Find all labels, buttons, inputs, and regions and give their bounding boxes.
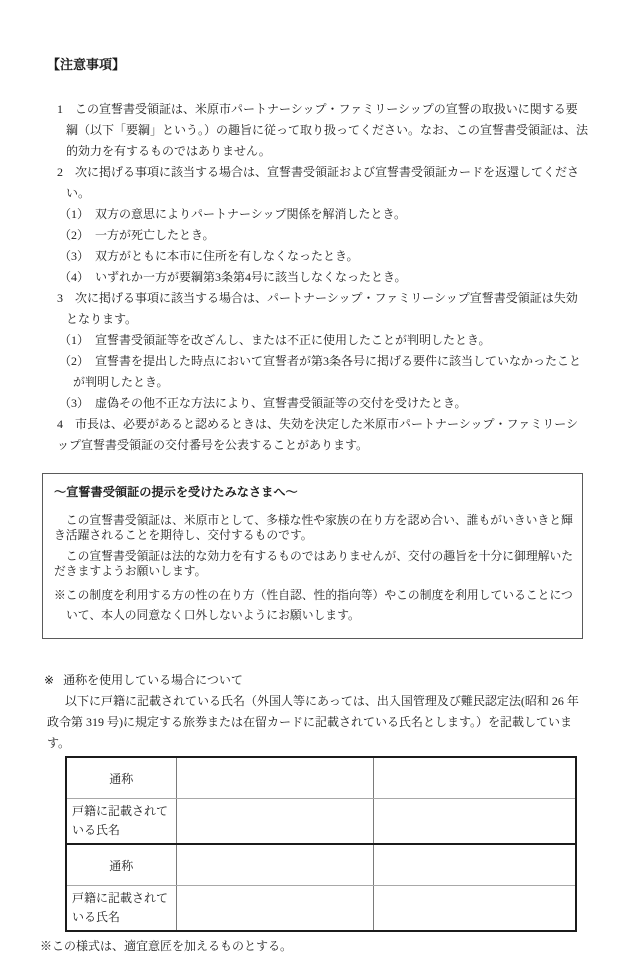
name-entry-table xyxy=(65,756,577,932)
notice-subitem: （1） 双方の意思によりパートナーシップ関係を解消したとき。 xyxy=(59,207,407,221)
notice-subitem: （2） 宣誓書を提出した時点において宣誓者が第3条各号に掲げる要件に該当していなかったことが判明したとき。 xyxy=(59,354,582,389)
notice-box-caution: ※この制度を利用する方の性の在り方（性自認、性的指向等）やこの制度を利用していることについて、本人の同意なく口外しないようにお願いします。 xyxy=(54,588,573,622)
table-row-alias-1 xyxy=(66,757,576,799)
item-number: 4 xyxy=(57,417,63,431)
notice-subitem: （2） 一方が死亡したとき。 xyxy=(59,228,215,242)
item-text: 次に掲げる事項に該当する場合は、宣誓書受領証および宣誓書受領証カードを返還してください。 xyxy=(66,165,580,200)
notice-box-paragraph: この宣誓書受領証は法的な効力を有するものではありませんが、交付の趣旨を十分に御理解いただきますようお願いします。 xyxy=(54,549,574,578)
item-number: 1 xyxy=(57,102,63,116)
alias-value-cell xyxy=(373,757,576,799)
koseki-value-cell xyxy=(373,886,576,932)
alias-note-title-row xyxy=(44,670,588,691)
notice-box-paragraph: この宣誓書受領証は、米原市として、多様な性や家族の在り方を認め合い、誰もがいきいきと輝き活躍されることを期待し、交付するものです。 xyxy=(54,513,573,542)
alias-note-body: 以下に戸籍に記載されている氏名（外国人等にあっては、出入国管理及び難民認定法(昭和 26 年政令第 319 号)に規定する旅券または在留カードに記載されている氏名とします。）を記載しています。 xyxy=(47,694,579,750)
reference-mark: ※ xyxy=(44,673,55,687)
alias-note-title: 通称を使用している場合について xyxy=(63,673,243,687)
item-number: 2 xyxy=(57,165,63,179)
koseki-label-cell: 戸籍に記載されている氏名 xyxy=(66,799,176,845)
notice-item-3 xyxy=(57,288,588,330)
item-text: 市長は、必要があると認めるときは、失効を決定した米原市パートナーシップ・ファミリーシップ宣誓書受領証の交付番号を公表することがあります。 xyxy=(57,417,579,452)
alias-value-cell xyxy=(176,844,373,886)
koseki-value-cell xyxy=(373,799,576,845)
alias-usage-note xyxy=(44,670,588,754)
koseki-value-cell xyxy=(176,886,373,932)
table-row-alias-2 xyxy=(66,844,576,886)
item-text: 次に掲げる事項に該当する場合は、パートナーシップ・ファミリーシップ宣誓書受領証は失効となります。 xyxy=(66,291,578,326)
design-footnote: ※この様式は、適宜意匠を加えるものとする。 xyxy=(40,939,293,953)
notice-item-2 xyxy=(57,162,588,204)
alias-value-cell xyxy=(176,757,373,799)
notice-item-1 xyxy=(57,99,588,162)
alias-value-cell xyxy=(373,844,576,886)
table-row-koseki-2 xyxy=(66,886,576,932)
recipient-notice-box xyxy=(42,473,583,639)
koseki-value-cell xyxy=(176,799,373,845)
notice-item-4 xyxy=(57,414,588,456)
table-row-koseki-1 xyxy=(66,799,576,845)
notice-box-title: ～宣誓書受領証の提示を受けたみなさまへ～ xyxy=(54,485,298,499)
notice-subitem: （1） 宣誓書受領証等を改ざんし、または不正に使用したことが判明したとき。 xyxy=(59,333,491,347)
alias-label-cell: 通称 xyxy=(66,844,176,886)
notice-subitem: （3） 虚偽その他不正な方法により、宣誓書受領証等の交付を受けたとき。 xyxy=(59,396,467,410)
notice-heading: 【注意事項】 xyxy=(47,57,126,72)
notice-subitem: （4） いずれか一方が要綱第3条第4号に該当しなくなったとき。 xyxy=(59,270,407,284)
item-number: 3 xyxy=(57,291,63,305)
item-text: この宣誓書受領証は、米原市パートナーシップ・ファミリーシップの宣誓の取扱いに関する要綱（以下「要綱」という。）の趣旨に従って取り扱ってください。なお、この宣誓書受領証は、法的効力を有するものではありません。 xyxy=(66,102,589,158)
koseki-label-cell: 戸籍に記載されている氏名 xyxy=(72,891,169,924)
notice-subitem: （3） 双方がともに本市に住所を有しなくなったとき。 xyxy=(59,249,359,263)
alias-label-cell: 通称 xyxy=(66,757,176,799)
notice-list xyxy=(47,99,588,456)
